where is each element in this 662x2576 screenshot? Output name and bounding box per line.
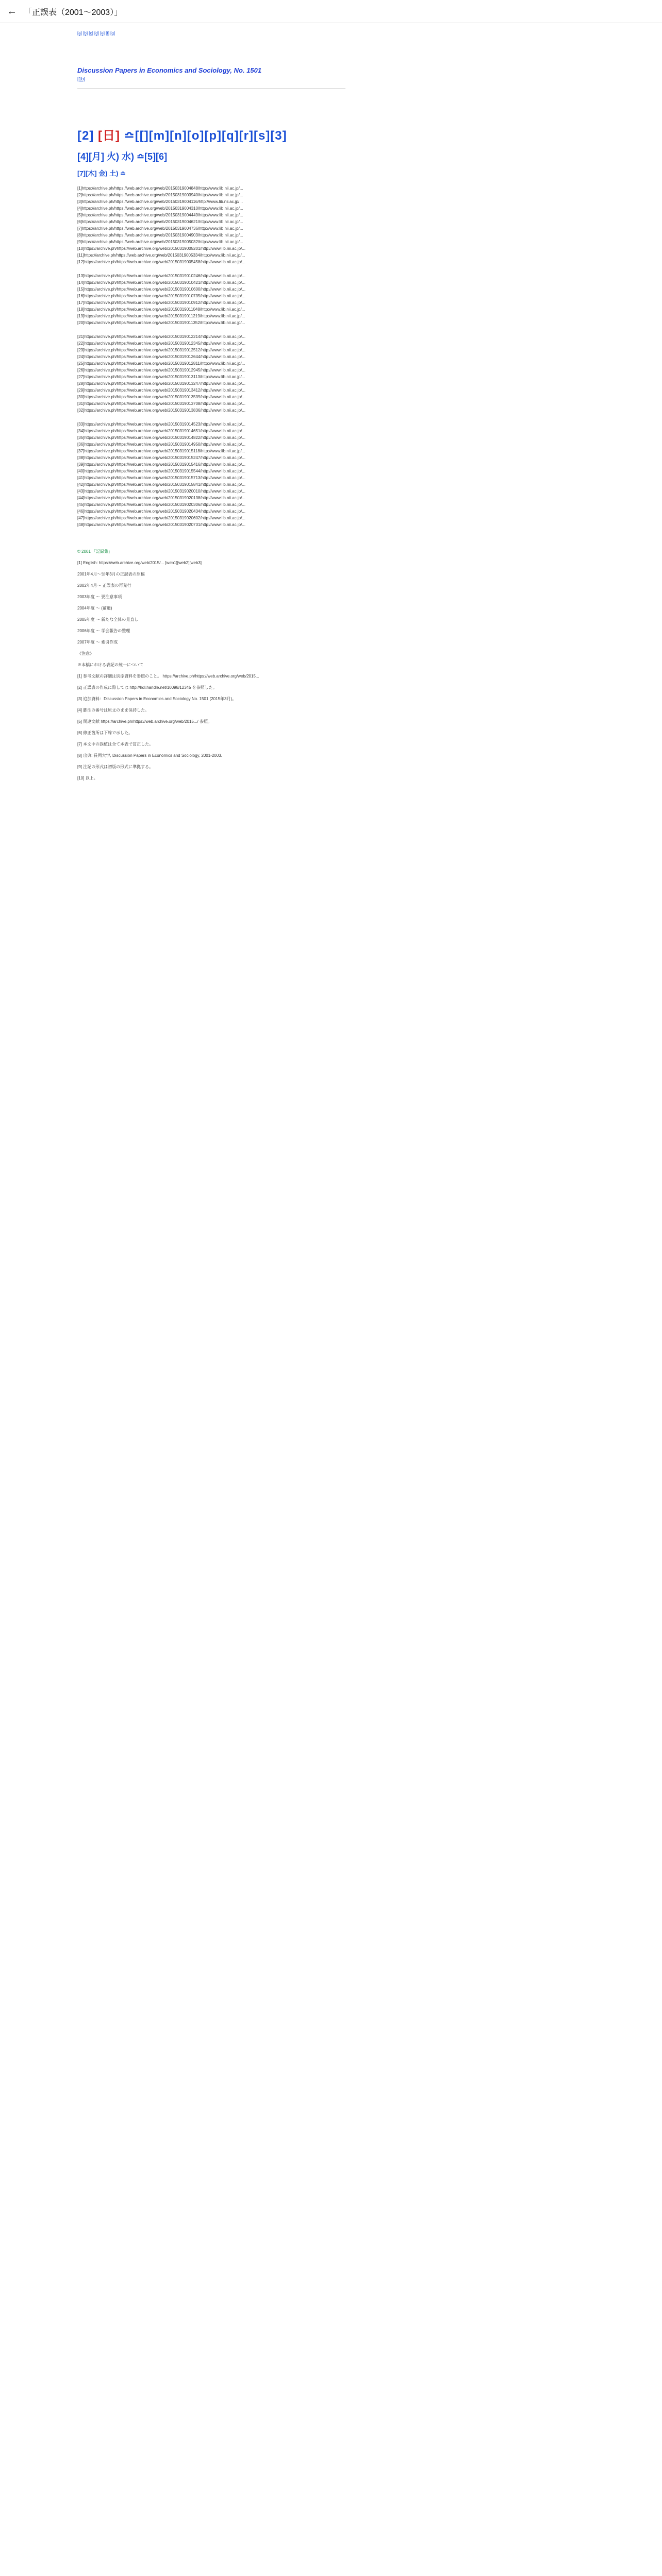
list-item[interactable]: [3]https://archive.ph/https://web.archive.org/web/20150319004116/http://www.lib.nii.ac.jp/... (77, 199, 243, 204)
list-item[interactable]: [44]https://archive.ph/https://web.archive.org/web/20150319020138/http://www.lib.nii.ac.jp/... (77, 496, 245, 500)
paper-sub-link[interactable]: [1b] (77, 76, 86, 81)
list-item[interactable]: [41]https://archive.ph/https://web.archive.org/web/20150319015713/http://www.lib.nii.ac.jp/... (77, 476, 245, 480)
list-item[interactable]: [37]https://archive.ph/https://web.archive.org/web/20150319015118/http://www.lib.nii.ac.jp/... (77, 449, 245, 453)
list-item[interactable]: [15]https://archive.ph/https://web.archive.org/web/20150319010600/http://www.lib.nii.ac.jp/... (77, 287, 245, 292)
entries-b (77, 273, 521, 326)
list-item[interactable]: [16]https://archive.ph/https://web.archive.org/web/20150319010735/http://www.lib.nii.ac.jp/... (77, 294, 245, 298)
entries-d (77, 421, 521, 528)
list-item[interactable]: [23]https://archive.ph/https://web.archive.org/web/20150319012512/http://www.lib.nii.ac.jp/... (77, 348, 245, 352)
paper-header: Discussion Papers in Economics and Sociology, No. 1501 (77, 66, 262, 74)
list-item[interactable]: [18]https://archive.ph/https://web.archive.org/web/20150319011048/http://www.lib.nii.ac.jp/... (77, 307, 245, 312)
back-arrow-icon: ← (7, 5, 17, 17)
list-item[interactable]: [22]https://archive.ph/https://web.archive.org/web/20150319012345/http://www.lib.nii.ac.jp/... (77, 341, 245, 346)
list-item[interactable]: [43]https://archive.ph/https://web.archive.org/web/20150319020010/http://www.lib.nii.ac.jp/... (77, 489, 245, 494)
list-item[interactable]: [42]https://archive.ph/https://web.archive.org/web/20150319015841/http://www.lib.nii.ac.jp/... (77, 482, 245, 487)
paragraph: [5] 関連文献 https://archive.ph/https://web.archive.org/web/2015.../ 参照。 (77, 719, 212, 724)
list-item[interactable]: [9]https://archive.ph/https://web.archive.org/web/20150319005032/http://www.lib.nii.ac.jp/... (77, 240, 243, 244)
list-item[interactable]: [29]https://archive.ph/https://web.archive.org/web/20150319013412/http://www.lib.nii.ac.jp/... (77, 388, 245, 393)
list-item[interactable]: [20]https://archive.ph/https://web.archive.org/web/20150319011352/http://www.lib.nii.ac.jp/... (77, 320, 245, 325)
list-item[interactable]: [10]https://archive.ph/https://web.archive.org/web/20150319005201/http://www.lib.nii.ac.jp/... (77, 246, 245, 251)
paragraph: 2004年度 〜 (補遺) (77, 606, 112, 611)
paragraph: 2002年4月〜 正誤表の再発行 (77, 583, 131, 588)
symbol-row-3[interactable]: [7][木] 金) 土) ≏ (77, 170, 126, 177)
list-item[interactable]: [12]https://archive.ph/https://web.archive.org/web/20150319005458/http://www.lib.nii.ac.jp/... (77, 260, 245, 264)
list-item[interactable]: [48]https://archive.ph/https://web.archive.org/web/20150319020731/http://www.lib.nii.ac.jp/... (77, 522, 245, 527)
list-item[interactable]: [8]https://archive.ph/https://web.archive.org/web/20150319004903/http://www.lib.nii.ac.jp/... (77, 233, 243, 238)
app-header (0, 0, 662, 23)
paper-header-block (77, 66, 521, 89)
top-link[interactable]: [d] (94, 31, 99, 36)
top-link[interactable]: [c] (89, 31, 93, 36)
list-item[interactable]: [47]https://archive.ph/https://web.archive.org/web/20150319020602/http://www.lib.nii.ac.jp/... (77, 516, 245, 520)
list-item[interactable]: [36]https://archive.ph/https://web.archive.org/web/20150319014950/http://www.lib.nii.ac.jp/... (77, 442, 245, 447)
paragraph: 2005年度 〜 新たな全体の見直し (77, 617, 139, 622)
paragraph: 2003年度 〜 要注意事項 (77, 595, 122, 599)
paragraph: [3] 追加資料：Discussion Papers in Economics and Sociology No. 1501 (2015年3月)。 (77, 697, 237, 701)
entries-c (77, 333, 521, 414)
list-item[interactable]: [30]https://archive.ph/https://web.archive.org/web/20150319013539/http://www.lib.nii.ac.jp/... (77, 395, 245, 399)
paragraph: [9] 注記の形式は初版の形式に準拠する。 (77, 765, 154, 769)
list-item[interactable]: [17]https://archive.ph/https://web.archive.org/web/20150319010912/http://www.lib.nii.ac.jp/... (77, 300, 245, 305)
symbol-rest[interactable]: ≏[[][m][n][o][p][q][r][s][3] (124, 129, 287, 143)
list-item[interactable]: [7]https://archive.ph/https://web.archive.org/web/20150319004736/http://www.lib.nii.ac.jp/... (77, 226, 243, 231)
list-item[interactable]: [25]https://archive.ph/https://web.archive.org/web/20150319012811/http://www.lib.nii.ac.jp/... (77, 361, 245, 366)
list-item[interactable]: [40]https://archive.ph/https://web.archive.org/web/20150319015544/http://www.lib.nii.ac.jp/... (77, 469, 245, 473)
page-title: 「正誤表（2001〜2003）」 (24, 8, 123, 17)
list-item[interactable]: [32]https://archive.ph/https://web.archive.org/web/20150319013836/http://www.lib.nii.ac.jp/... (77, 408, 245, 413)
paragraph: [2] 正誤表の作成に際しては http://hdl.handle.net/10098/12345 を参照した。 (77, 685, 217, 690)
top-link[interactable]: [b] (83, 31, 88, 36)
paragraph: 2007年度 〜 索引作成 (77, 640, 118, 645)
document-body (77, 31, 521, 786)
list-item[interactable]: [1]https://archive.ph/https://web.archive.org/web/20150319004848/http://www.lib.nii.ac.jp/... (77, 186, 243, 191)
list-item[interactable]: [39]https://archive.ph/https://web.archive.org/web/20150319015416/http://www.lib.nii.ac.jp/... (77, 462, 245, 467)
list-item[interactable]: [14]https://archive.ph/https://web.archive.org/web/20150319010421/http://www.lib.nii.ac.jp/... (77, 280, 245, 285)
list-item[interactable]: [45]https://archive.ph/https://web.archive.org/web/20150319020306/http://www.lib.nii.ac.jp/... (77, 502, 245, 507)
list-item[interactable]: [13]https://archive.ph/https://web.archive.org/web/20150319010246/http://www.lib.nii.ac.jp/... (77, 274, 245, 278)
list-item[interactable]: [27]https://archive.ph/https://web.archive.org/web/20150319013113/http://www.lib.nii.ac.jp/... (77, 375, 245, 379)
paragraph: 2006年度 〜 学会報告の整理 (77, 629, 130, 633)
list-item[interactable]: [46]https://archive.ph/https://web.archive.org/web/20150319020434/http://www.lib.nii.ac.jp/... (77, 509, 245, 514)
list-item[interactable]: [21]https://archive.ph/https://web.archive.org/web/20150319012214/http://www.lib.nii.ac.jp/... (77, 334, 245, 339)
list-item[interactable]: [28]https://archive.ph/https://web.archive.org/web/20150319013247/http://www.lib.nii.ac.jp/... (77, 381, 245, 386)
list-item[interactable]: [33]https://archive.ph/https://web.archive.org/web/20150319014523/http://www.lib.nii.ac.jp/... (77, 422, 245, 427)
paragraph: [6] 修正箇所は下線で示した。 (77, 731, 133, 735)
paragraph: [4] 脚注の番号は原文のまま保持した。 (77, 708, 150, 713)
top-links (77, 31, 521, 36)
list-item[interactable]: [26]https://archive.ph/https://web.archive.org/web/20150319012945/http://www.lib.nii.ac.jp/... (77, 368, 245, 372)
list-item[interactable]: [5]https://archive.ph/https://web.archive.org/web/20150319004449/http://www.lib.nii.ac.jp/... (77, 213, 243, 217)
paragraph: 《注意》 (77, 651, 94, 656)
list-item[interactable]: [11]https://archive.ph/https://web.archive.org/web/20150319005334/http://www.lib.nii.ac.jp/... (77, 253, 245, 258)
list-item[interactable]: [24]https://archive.ph/https://web.archive.org/web/20150319012644/http://www.lib.nii.ac.jp/... (77, 354, 245, 359)
paragraph: [10] 以上。 (77, 776, 98, 781)
list-item[interactable]: [38]https://archive.ph/https://web.archive.org/web/20150319015247/http://www.lib.nii.ac.jp/... (77, 455, 245, 460)
list-item[interactable]: [19]https://archive.ph/https://web.archive.org/web/20150319011219/http://www.lib.nii.ac.jp/... (77, 314, 245, 318)
symbol-prefix[interactable]: [2] (77, 129, 94, 143)
top-link[interactable]: [g] (110, 31, 115, 36)
symbol-row-2[interactable]: [4][月] 火) 水) ≏[5][6] (77, 151, 168, 162)
paragraph: [1] 参考文献の詳細は別添資料を参照のこと。 https://archive.ph/https://web.archive.org/web/2015... (77, 674, 259, 679)
list-item[interactable]: [4]https://archive.ph/https://web.archive.org/web/20150319004310/http://www.lib.nii.ac.jp/... (77, 206, 243, 211)
paragraph: ※本稿における表記の統一について (77, 663, 143, 667)
paragraph: [7] 本文中の誤植は全て本表で訂正した。 (77, 742, 154, 747)
list-item[interactable]: [2]https://archive.ph/https://web.archive.org/web/20150319003940/http://www.lib.nii.ac.jp/... (77, 193, 243, 197)
symbol-red[interactable]: [日] (98, 129, 120, 143)
list-item[interactable]: [34]https://archive.ph/https://web.archive.org/web/20150319014651/http://www.lib.nii.ac.jp/... (77, 429, 245, 433)
paragraph: [1] English: https://web.archive.org/web/2015/... [web1][web2][web3] (77, 561, 202, 565)
entries-a (77, 185, 521, 265)
list-item[interactable]: [35]https://archive.ph/https://web.archive.org/web/20150319014822/http://www.lib.nii.ac.jp/... (77, 435, 245, 440)
paragraph: [8] 出典: 長岡大学, Discussion Papers in Economics and Sociology, 2001-2003. (77, 753, 222, 758)
top-link[interactable]: [e] (100, 31, 105, 36)
back-button[interactable] (3, 3, 21, 20)
section-note: © 2001 「記録集」 (77, 549, 113, 554)
paragraph: 2001年4月〜翌年3月の正誤表の原稿 (77, 572, 145, 577)
list-item[interactable]: [6]https://archive.ph/https://web.archive.org/web/20150319004621/http://www.lib.nii.ac.jp/... (77, 219, 243, 224)
list-item[interactable]: [31]https://archive.ph/https://web.archive.org/web/20150319013708/http://www.lib.nii.ac.jp/... (77, 401, 245, 406)
top-link[interactable]: [f] (106, 31, 109, 36)
top-link[interactable]: [a] (77, 31, 82, 36)
symbol-row-1 (77, 125, 521, 143)
paragraphs (77, 560, 521, 782)
